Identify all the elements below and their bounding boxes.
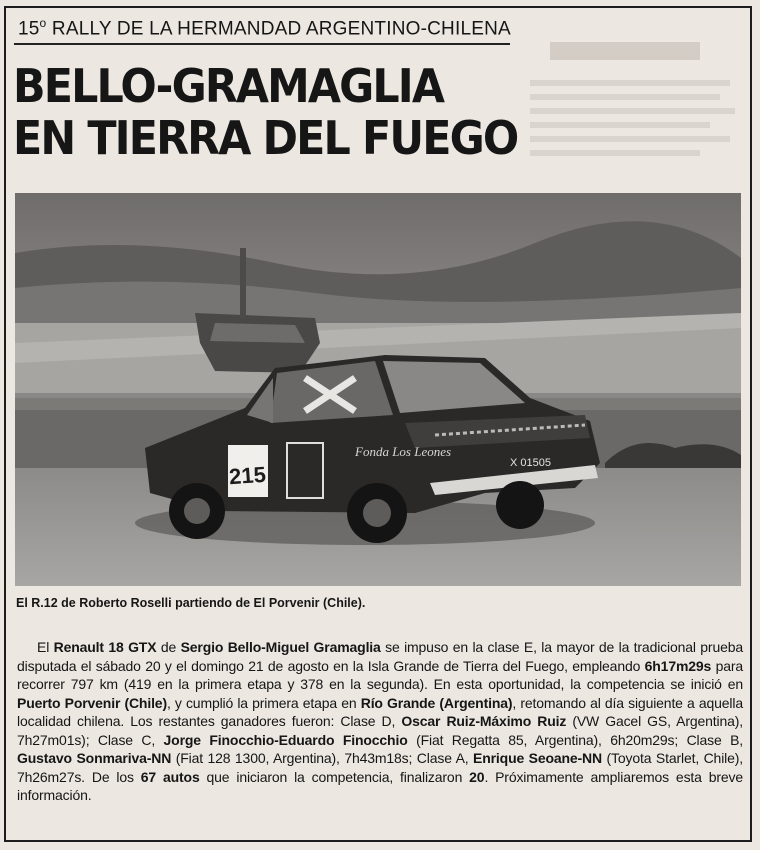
kicker-degree: o [39, 16, 47, 30]
car-license-plate: X 01505 [510, 457, 551, 469]
body-text-span: de [156, 639, 181, 655]
body-bold-span: Renault 18 GTX [53, 639, 157, 655]
body-bold-span: 67 autos [140, 768, 200, 785]
bleed-through-lines [520, 20, 745, 190]
body-text-span: que iniciaron la competencia, finalizaron [199, 768, 470, 785]
body-text-span: para recorrer 797 km (419 en la primera etapa y 378 en la segunda). En esta oportunidad, la competencia se inició en [17, 657, 743, 692]
article-body [17, 638, 743, 805]
body-text-span: , y cumplió la primera etapa en [166, 694, 361, 711]
rally-photo [15, 193, 741, 586]
body-bold-span: Enrique Seoane-NN [473, 750, 602, 766]
body-text-span: El [37, 639, 54, 655]
rally-car-photo [15, 193, 741, 586]
car-door-sticker: Fonda Los Leones [355, 444, 452, 459]
bleed-through-texture [520, 20, 745, 190]
photo-caption: El R.12 de Roberto Roselli partiendo de El Porvenir (Chile). [16, 596, 366, 610]
body-bold-span: 20 [469, 768, 485, 785]
kicker-number: 15 [18, 18, 40, 40]
body-text-span: (VW Gacel GS, Argentina), 7h27m01s); Clase C, [17, 713, 743, 748]
body-text-span: , retomando al día siguiente a aquella localidad chilena. Los restantes ganadores fueron: Clase D, [17, 694, 743, 729]
headline [13, 60, 517, 164]
body-text-span: (Fiat Regatta 85, Argentina), 6h20m29s; Clase B, [407, 731, 743, 748]
body-text-span: (Fiat 128 1300, Argentina), 7h43m18s; Clase A, [171, 750, 474, 766]
headline-line-1: BELLO-GRAMAGLIA [13, 59, 444, 113]
body-bold-span: 6h17m29s [644, 657, 712, 674]
section-kicker [18, 16, 511, 40]
body-text-span: se impuso en la clase E, la mayor de la tradicional prueba disputada el sábado 20 y el domingo 21 de agosto en la Isla Grande de Tierra del Fuego, empleando [17, 639, 743, 674]
body-text-span: (Toyota Starlet, Chile), 7h26m27s. De los [17, 750, 743, 785]
kicker-underline [14, 43, 510, 45]
body-bold-span: Río Grande (Argentina) [360, 694, 513, 711]
body-bold-span: Jorge Finocchio-Eduardo Finocchio [163, 731, 408, 748]
kicker-text: RALLY DE LA HERMANDAD ARGENTINO-CHILENA [46, 18, 511, 40]
body-bold-span: Puerto Porvenir (Chile) [17, 694, 167, 711]
headline-line-2: EN TIERRA DEL FUEGO [13, 111, 518, 165]
body-bold-span: Gustavo Sonmariva-NN [17, 750, 172, 766]
car-door-number: 215 [228, 461, 267, 490]
body-text-span: . Próximamente ampliaremos esta breve información. [17, 768, 744, 803]
body-bold-span: Sergio Bello-Miguel Gramaglia [180, 639, 381, 655]
body-bold-span: Oscar Ruiz-Máximo Ruiz [401, 713, 567, 729]
